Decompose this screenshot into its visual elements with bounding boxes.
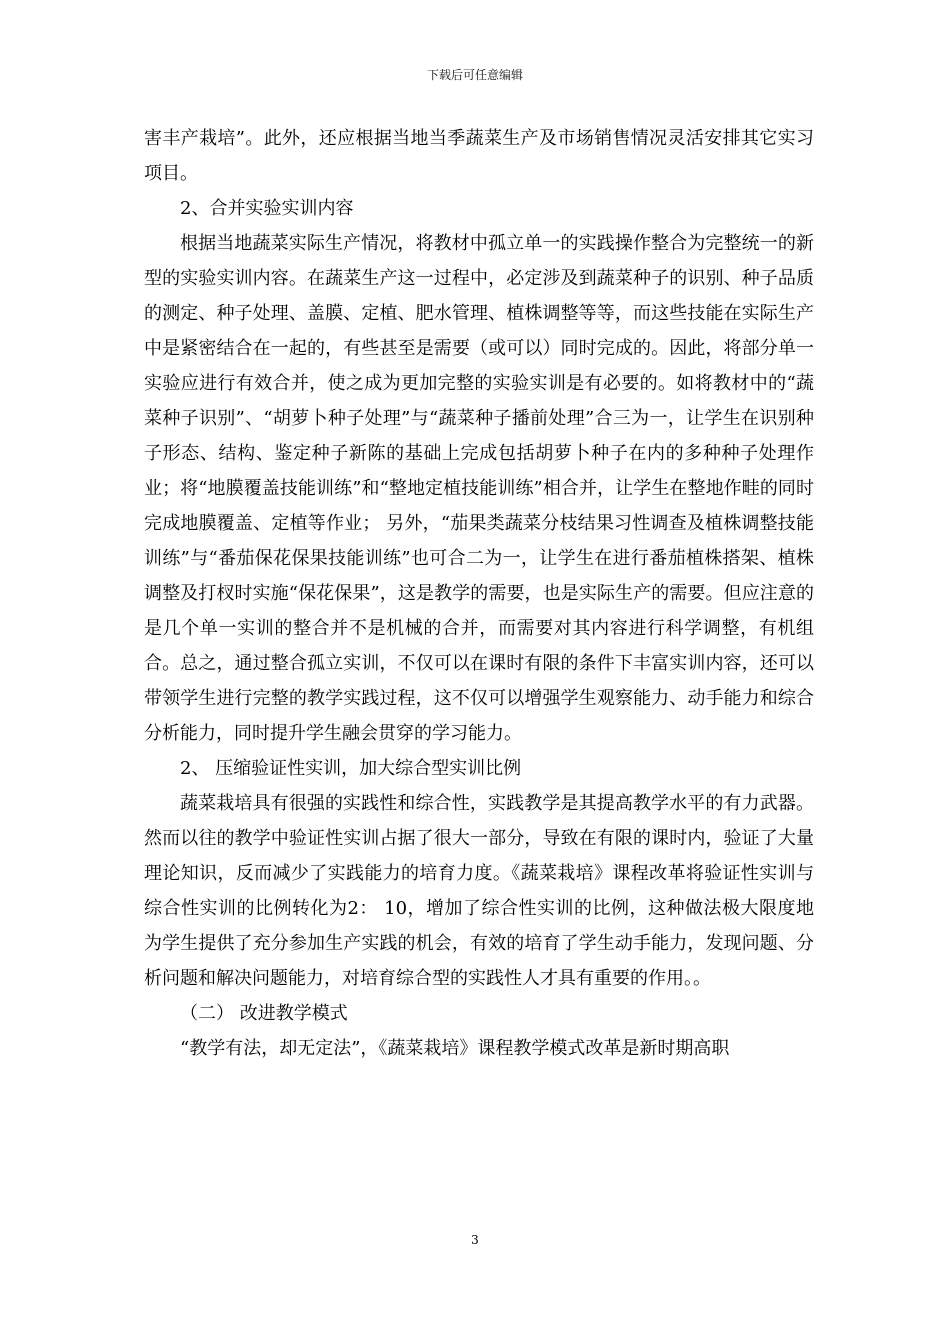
page-header: 下载后可任意编辑 [426,68,523,82]
section-heading-compress-verification: 2、 压缩验证性实训，加大综合型实训比例 [180,758,522,779]
page-number: 3 [471,1233,479,1247]
section-heading-merge-experiments: 2、合并实验实训内容 [180,198,354,219]
document-body [144,121,814,1066]
paragraph-merge-experiments: 根据当地蔬菜实际生产情况，将教材中孤立单一的实践操作整合为完整统一的新型的实验实训内容。在蔬菜生产这一过程中，必定涉及到蔬菜种子的识别、种子品质的测定、种子处理、盖膜、定植、肥水管理、植株调整等等，而这些技能在实际生产中是紧密结合在一起的，有些甚至是需要（或可以）同时完成的。因此，将部分单一实验应进行有效合并，使之成为更加完整的实验实训是有必要的。如将教材中的“蔬菜种子识别”、“胡萝卜种子处理”与“蔬菜种子播前处理”合三为一，让学生在识别种子形态、结构、鉴定种子新陈的基础上完成包括胡萝卜种子在内的多种种子处理作业；将“地膜覆盖技能训练”和“整地定植技能训练”相合并，让学生在整地作畦的同时完成地膜覆盖、定植等作业； 另外，“茄果类蔬菜分枝结果习性调查及植株调整技能训练”与“番茄保花保果技能训练”也可合二为一，让学生在进行番茄植株搭架、植株调整及打杈时实施“保花保果”，这是教学的需要，也是实际生产的需要。但应注意的是几个单一实训的整合并不是机械的合并，而需要对其内容进行科学调整，有机组合。总之，通过整合孤立实训，不仅可以在课时有限的条件下丰富实训内容，还可以带领学生进行完整的教学实践过程，这不仅可以增强学生观察能力、动手能力和综合分析能力，同时提升学生融会贯穿的学习能力。 [144,233,814,744]
paragraph-continuation: 害丰产栽培”。此外，还应根据当地当季蔬菜生产及市场销售情况灵活安排其它实习项目。 [144,128,814,184]
paragraph-compress-verification: 蔬菜栽培具有很强的实践性和综合性，实践教学是其提高教学水平的有力武器。然而以往的教学中验证性实训占据了很大一部分，导致在有限的课时内，验证了大量理论知识，反而减少了实践能力的培育力度。《蔬菜栽培》课程改革将验证性实训与综合性实训的比例转化为2： 10，增加了综合性实训的比例，这种做法极大限度地为学生提供了充分参加生产实践的机会，有效的培育了学生动手能力，发现问题、分析问题和解决问题能力，对培育综合型的实践性人才具有重要的作用。。 [144,793,814,989]
paragraph-teaching-mode: “教学有法，却无定法”，《蔬菜栽培》课程教学模式改革是新时期高职 [180,1038,730,1059]
section-heading-teaching-mode: （二） 改进教学模式 [180,1003,348,1024]
